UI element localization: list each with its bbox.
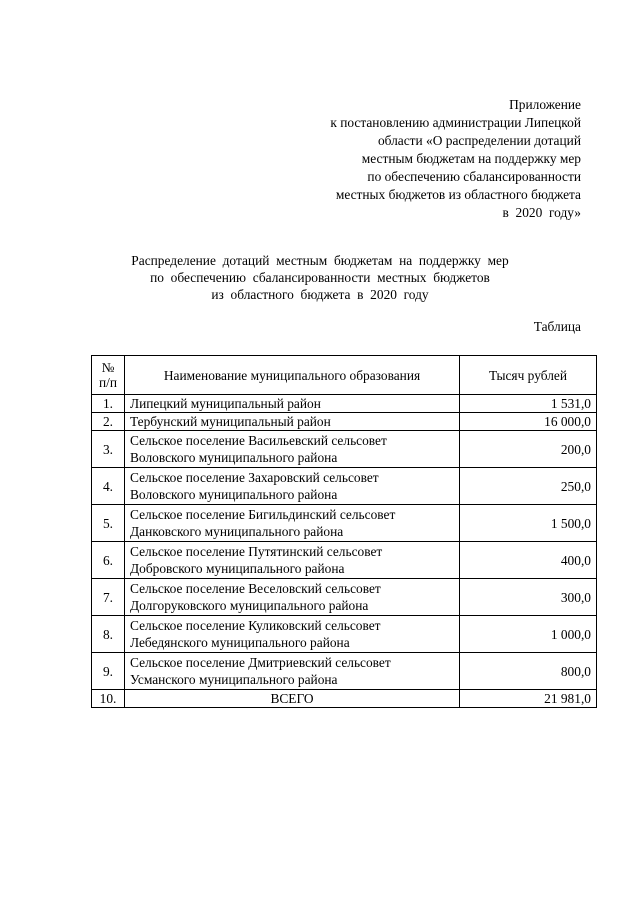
row-num: 4.: [92, 468, 125, 505]
title-line: по обеспечению сбалансированности местных бюджетов: [150, 270, 490, 285]
appendix-line: Приложение: [509, 97, 581, 112]
row-amount: 250,0: [460, 468, 597, 505]
table-row: [92, 616, 597, 653]
header-num-line2: п/п: [98, 375, 118, 390]
row-name-line2: Добровского муниципального района: [130, 561, 345, 576]
appendix-line: по обеспечению сбалансированности: [367, 169, 581, 184]
row-num: 9.: [92, 653, 125, 690]
header-amount: Тысяч рублей: [460, 356, 597, 395]
subsidy-table: [91, 355, 597, 708]
row-name: [125, 616, 460, 653]
table-row: [92, 468, 597, 505]
row-amount: 1 531,0: [460, 395, 597, 413]
row-amount: 1 500,0: [460, 505, 597, 542]
row-amount: 200,0: [460, 431, 597, 468]
header-name: Наименование муниципального образования: [125, 356, 460, 395]
row-name-line2: Лебедянского муниципального района: [130, 635, 350, 650]
row-name-line1: Сельское поселение Васильевский сельсовет: [130, 433, 387, 448]
row-name-line1: Сельское поселение Путятинский сельсовет: [130, 544, 383, 559]
table-row: [92, 579, 597, 616]
row-num: 2.: [92, 413, 125, 431]
row-num: 5.: [92, 505, 125, 542]
appendix-line: местным бюджетам на поддержку мер: [361, 151, 581, 166]
row-name-line1: Сельское поселение Куликовский сельсовет: [130, 618, 381, 633]
appendix-line: к постановлению администрации Липецкой: [330, 115, 581, 130]
row-amount: 800,0: [460, 653, 597, 690]
row-name-line2: Усманского муниципального района: [130, 672, 338, 687]
total-num: 10.: [92, 690, 125, 708]
row-name-line2: Воловского муниципального района: [130, 487, 338, 502]
row-name-line2: Воловского муниципального района: [130, 450, 338, 465]
document-title: [0, 252, 640, 303]
table-total-row: [92, 690, 597, 708]
row-name-line1: Липецкий муниципальный район: [130, 396, 321, 411]
total-amount: 21 981,0: [460, 690, 597, 708]
table-row: [92, 413, 597, 431]
table-label: Таблица: [533, 319, 581, 334]
row-name-line1: Сельское поселение Захаровский сельсовет: [130, 470, 379, 485]
row-amount: 1 000,0: [460, 616, 597, 653]
row-num: 1.: [92, 395, 125, 413]
row-name: [125, 395, 460, 413]
row-name-line1: Сельское поселение Бигильдинский сельсовет: [130, 507, 396, 522]
row-amount: 300,0: [460, 579, 597, 616]
row-name-line2: Данковского муниципального района: [130, 524, 344, 539]
row-name: [125, 579, 460, 616]
row-name: [125, 413, 460, 431]
row-name-line1: Тербунский муниципальный район: [130, 414, 331, 429]
table-row: [92, 431, 597, 468]
title-line: из областного бюджета в 2020 году: [211, 287, 429, 302]
total-label: ВСЕГО: [125, 690, 460, 708]
row-name: [125, 505, 460, 542]
row-name-line2: Долгоруковского муниципального района: [130, 598, 369, 613]
row-amount: 400,0: [460, 542, 597, 579]
table-row: [92, 505, 597, 542]
row-name-line1: Сельское поселение Веселовский сельсовет: [130, 581, 381, 596]
row-num: 3.: [92, 431, 125, 468]
row-name-line1: Сельское поселение Дмитриевский сельсовет: [130, 655, 391, 670]
appendix-block: [330, 96, 581, 222]
title-line: Распределение дотаций местным бюджетам на поддержку мер: [131, 253, 509, 268]
row-num: 6.: [92, 542, 125, 579]
row-name: [125, 431, 460, 468]
table-header-row: [92, 356, 597, 395]
appendix-line: местных бюджетов из областного бюджета: [335, 187, 581, 202]
row-name: [125, 542, 460, 579]
row-name: [125, 468, 460, 505]
table-row: [92, 653, 597, 690]
header-num-line1: №: [101, 360, 115, 375]
appendix-line: в 2020 году»: [502, 205, 581, 220]
row-num: 8.: [92, 616, 125, 653]
row-num: 7.: [92, 579, 125, 616]
row-name: [125, 653, 460, 690]
row-amount: 16 000,0: [460, 413, 597, 431]
header-num: [92, 356, 125, 395]
table-row: [92, 395, 597, 413]
appendix-line: области «О распределении дотаций: [377, 133, 581, 148]
table-row: [92, 542, 597, 579]
